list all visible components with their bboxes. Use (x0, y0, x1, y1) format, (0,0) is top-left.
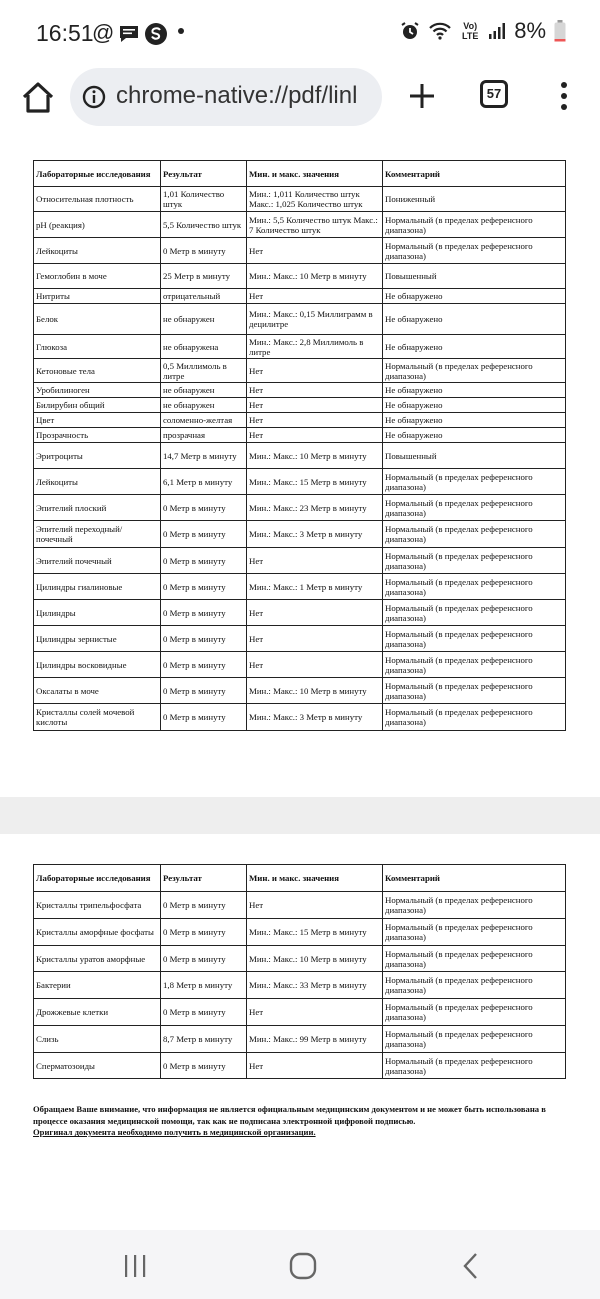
cell-c1: Цилиндры (34, 600, 161, 626)
cell-c1: Эпителий почечный (34, 548, 161, 574)
cell-c2: 0 Метр в минуту (161, 574, 247, 600)
cell-c4: Нормальный (в пределах референсного диапазона) (383, 548, 566, 574)
cell-c2: отрицательный (161, 289, 247, 304)
cell-c2: 0 Метр в минуту (161, 919, 247, 946)
table-row (34, 999, 566, 1026)
cell-c3: Мин.: Макс.: 2,8 Миллимоль в литре (247, 335, 383, 359)
cell-c2: 0 Метр в минуту (161, 652, 247, 678)
cell-c4: Нормальный (в пределах референсного диапазона) (383, 972, 566, 999)
header-comment: Комментарий (383, 865, 566, 892)
cell-c2: 0 Метр в минуту (161, 626, 247, 652)
cell-c1: Оксалаты в моче (34, 678, 161, 704)
table-row (34, 548, 566, 574)
cell-c3: Нет (247, 1053, 383, 1079)
cell-c4: Нормальный (в пределах референсного диапазона) (383, 600, 566, 626)
home-nav-icon[interactable] (289, 1252, 317, 1280)
home-icon[interactable] (18, 78, 58, 118)
table-row (34, 919, 566, 946)
table-row (34, 972, 566, 999)
cell-c3: Мин.: Макс.: 99 Метр в минуту (247, 1026, 383, 1053)
cell-c2: 5,5 Количество штук (161, 212, 247, 238)
cell-c2: прозрачная (161, 428, 247, 443)
chat-icon (118, 24, 140, 44)
lab-results-table-page1 (33, 160, 566, 731)
cell-c4: Нормальный (в пределах референсного диапазона) (383, 359, 566, 383)
table-row (34, 600, 566, 626)
browser-toolbar (0, 66, 600, 139)
cell-c1: Цилиндры зернистые (34, 626, 161, 652)
cell-c3: Нет (247, 626, 383, 652)
cell-c2: 0,5 Миллимоль в литре (161, 359, 247, 383)
cell-c3: Нет (247, 999, 383, 1026)
cell-c1: Эритроциты (34, 443, 161, 469)
table-row (34, 1053, 566, 1079)
cell-c2: 0 Метр в минуту (161, 495, 247, 521)
cell-c3: Нет (247, 238, 383, 264)
cell-c4: Нормальный (в пределах референсного диапазона) (383, 1026, 566, 1053)
cell-c3: Мин.: Макс.: 10 Метр в минуту (247, 946, 383, 972)
header-result: Результат (161, 865, 247, 892)
cell-c2: 0 Метр в минуту (161, 521, 247, 548)
cell-c2: 0 Метр в минуту (161, 548, 247, 574)
header-lab-tests: Лабораторные исследования (34, 865, 161, 892)
cell-c2: 14,7 Метр в минуту (161, 443, 247, 469)
cell-c3: Мин.: Макс.: 15 Метр в минуту (247, 919, 383, 946)
cell-c1: Слизь (34, 1026, 161, 1053)
cell-c2: 0 Метр в минуту (161, 1053, 247, 1079)
cell-c3: Мин.: Макс.: 10 Метр в минуту (247, 678, 383, 704)
new-tab-icon[interactable] (404, 78, 440, 114)
cell-c1: Относительная плотность (34, 187, 161, 212)
table-row (34, 413, 566, 428)
cell-c1: pH (реакция) (34, 212, 161, 238)
cell-c1: Кристаллы солей мочевой кислоты (34, 704, 161, 731)
cell-c3: Мин.: Макс.: 15 Метр в минуту (247, 469, 383, 495)
cell-c4: Нормальный (в пределах референсного диапазона) (383, 469, 566, 495)
cell-c2: 8,7 Метр в минуту (161, 1026, 247, 1053)
dot-icon (178, 28, 184, 34)
battery-percent: 8% (514, 18, 546, 43)
cell-c2: 1,8 Метр в минуту (161, 972, 247, 999)
cell-c4: Нормальный (в пределах референсного диапазона) (383, 238, 566, 264)
cell-c3: Нет (247, 359, 383, 383)
header-range: Мин. и макс. значения (247, 161, 383, 187)
cell-c2: 1,01 Количество штук (161, 187, 247, 212)
cell-c1: Уробилиноген (34, 383, 161, 398)
cell-c2: не обнаружена (161, 335, 247, 359)
cell-c4: Нормальный (в пределах референсного диапазона) (383, 626, 566, 652)
table-row (34, 383, 566, 398)
cell-c1: Лейкоциты (34, 469, 161, 495)
table-row (34, 652, 566, 678)
table-row (34, 398, 566, 413)
table-row (34, 495, 566, 521)
cell-c1: Дрожжевые клетки (34, 999, 161, 1026)
cell-c4: Нормальный (в пределах референсного диапазона) (383, 495, 566, 521)
cell-c3: Мин.: Макс.: 0,15 Миллиграмм в децилитре (247, 304, 383, 335)
cell-c4: Не обнаружено (383, 428, 566, 443)
cell-c1: Лейкоциты (34, 238, 161, 264)
page-separator (0, 797, 600, 834)
table-row (34, 678, 566, 704)
cell-c3: Нет (247, 289, 383, 304)
status-time: 16:51 (36, 20, 94, 46)
cell-c3: Нет (247, 548, 383, 574)
cell-c4: Не обнаружено (383, 304, 566, 335)
table-row (34, 187, 566, 212)
cell-c3: Мин.: 1,011 Количество штук Макс.: 1,025 Количество штук (247, 187, 383, 212)
cell-c2: 0 Метр в минуту (161, 600, 247, 626)
table-row (34, 704, 566, 731)
network-type: Vo) LTE (462, 21, 479, 41)
cell-c4: Нормальный (в пределах референсного диапазона) (383, 704, 566, 731)
cell-c4: Нормальный (в пределах референсного диапазона) (383, 574, 566, 600)
cell-c3: Мин.: Макс.: 3 Метр в минуту (247, 521, 383, 548)
table-row (34, 626, 566, 652)
info-icon[interactable] (82, 85, 106, 109)
cell-c3: Мин.: Макс.: 10 Метр в минуту (247, 264, 383, 289)
cell-c1: Цилиндры восковидные (34, 652, 161, 678)
table-row (34, 238, 566, 264)
table-row (34, 428, 566, 443)
cell-c4: Не обнаружено (383, 335, 566, 359)
cell-c4: Пониженный (383, 187, 566, 212)
header-range: Мин. и макс. значения (247, 865, 383, 892)
cell-c1: Белок (34, 304, 161, 335)
cell-c4: Нормальный (в пределах референсного диапазона) (383, 946, 566, 972)
header-result: Результат (161, 161, 247, 187)
table-row (34, 892, 566, 919)
address-bar[interactable] (70, 68, 382, 126)
wifi-icon (428, 21, 452, 41)
cell-c1: Эпителий плоский (34, 495, 161, 521)
cell-c2: не обнаружен (161, 383, 247, 398)
table-row (34, 469, 566, 495)
cell-c4: Нормальный (в пределах референсного диапазона) (383, 999, 566, 1026)
cell-c1: Прозрачность (34, 428, 161, 443)
cell-c2: не обнаружен (161, 398, 247, 413)
disclaimer-text: Обращаем Ваше внимание, что информация не является официальным медицинским документом и не может быть использована в процессе оказания медицинской помощи, так как не подписана электронной цифровой подписью. (33, 1104, 546, 1126)
cell-c2: 0 Метр в минуту (161, 678, 247, 704)
cell-c4: Нормальный (в пределах референсного диапазона) (383, 919, 566, 946)
alarm-icon (400, 21, 420, 41)
cell-c1: Глюкоза (34, 335, 161, 359)
cell-c1: Нитриты (34, 289, 161, 304)
table-row (34, 521, 566, 548)
cell-c2: 0 Метр в минуту (161, 892, 247, 919)
table-row (34, 212, 566, 238)
cell-c4: Нормальный (в пределах референсного диапазона) (383, 1053, 566, 1079)
header-comment: Комментарий (383, 161, 566, 187)
system-nav-bar (0, 1230, 600, 1299)
at-sign-icon: @ (92, 20, 115, 45)
tab-switcher-button[interactable]: 57 (480, 80, 508, 108)
cell-c4: Повышенный (383, 264, 566, 289)
cell-c3: Нет (247, 892, 383, 919)
cell-c4: Не обнаружено (383, 289, 566, 304)
cell-c2: не обнаружен (161, 304, 247, 335)
battery-icon (554, 20, 566, 42)
cell-c4: Повышенный (383, 443, 566, 469)
cell-c1: Кристаллы уратов аморфные (34, 946, 161, 972)
cell-c1: Билирубин общий (34, 398, 161, 413)
cell-c1: Сперматозоиды (34, 1053, 161, 1079)
cell-c2: 0 Метр в минуту (161, 946, 247, 972)
cell-c4: Нормальный (в пределах референсного диапазона) (383, 678, 566, 704)
cell-c3: Нет (247, 398, 383, 413)
table-row (34, 946, 566, 972)
cell-c3: Мин.: Макс.: 10 Метр в минуту (247, 443, 383, 469)
back-icon[interactable] (462, 1252, 480, 1280)
cell-c3: Нет (247, 428, 383, 443)
cell-c1: Кетоновые тела (34, 359, 161, 383)
cell-c3: Мин.: Макс.: 1 Метр в минуту (247, 574, 383, 600)
disclaimer-underlined: Оригинал документа необходимо получить в медицинской организации. (33, 1127, 316, 1137)
recent-apps-icon[interactable] (122, 1254, 148, 1278)
cell-c3: Мин.: Макс.: 33 Метр в минуту (247, 972, 383, 999)
cell-c4: Не обнаружено (383, 398, 566, 413)
cell-c3: Нет (247, 413, 383, 428)
table-row (34, 264, 566, 289)
cell-c1: Цвет (34, 413, 161, 428)
cell-c1: Гемоглобин в моче (34, 264, 161, 289)
cell-c4: Нормальный (в пределах референсного диапазона) (383, 521, 566, 548)
url-text[interactable]: chrome-native://pdf/linl (116, 82, 358, 109)
cell-c3: Нет (247, 600, 383, 626)
cell-c2: соломенно-желтая (161, 413, 247, 428)
cell-c2: 0 Метр в минуту (161, 704, 247, 731)
cell-c1: Цилиндры гиалиновые (34, 574, 161, 600)
cell-c1: Бактерии (34, 972, 161, 999)
cell-c2: 0 Метр в минуту (161, 999, 247, 1026)
table-row (34, 574, 566, 600)
cell-c1: Кристаллы аморфные фосфаты (34, 919, 161, 946)
disclaimer (33, 1104, 563, 1139)
header-lab-tests: Лабораторные исследования (34, 161, 161, 187)
lab-results-table-page2 (33, 864, 566, 1079)
cell-c1: Кристаллы трипельфосфата (34, 892, 161, 919)
cell-c3: Мин.: 5,5 Количество штук Макс.: 7 Количество штук (247, 212, 383, 238)
cell-c4: Нормальный (в пределах референсного диапазона) (383, 212, 566, 238)
table-row (34, 304, 566, 335)
cell-c3: Нет (247, 652, 383, 678)
cell-c4: Не обнаружено (383, 413, 566, 428)
table-row (34, 1026, 566, 1053)
table-row (34, 443, 566, 469)
cell-c4: Нормальный (в пределах референсного диапазона) (383, 652, 566, 678)
table-row (34, 335, 566, 359)
cell-c2: 25 Метр в минуту (161, 264, 247, 289)
cell-c3: Нет (247, 383, 383, 398)
cell-c2: 6,1 Метр в минуту (161, 469, 247, 495)
more-menu-icon[interactable] (556, 80, 572, 112)
cell-c3: Мин.: Макс.: 23 Метр в минуту (247, 495, 383, 521)
table-row (34, 359, 566, 383)
cell-c4: Не обнаружено (383, 383, 566, 398)
status-bar (0, 0, 600, 66)
cell-c4: Нормальный (в пределах референсного диапазона) (383, 892, 566, 919)
cell-c3: Мин.: Макс.: 3 Метр в минуту (247, 704, 383, 731)
cell-c2: 0 Метр в минуту (161, 238, 247, 264)
sync-app-icon (144, 22, 168, 46)
table-row (34, 289, 566, 304)
cell-c1: Эпителий переходный/почечный (34, 521, 161, 548)
signal-icon (488, 22, 506, 40)
